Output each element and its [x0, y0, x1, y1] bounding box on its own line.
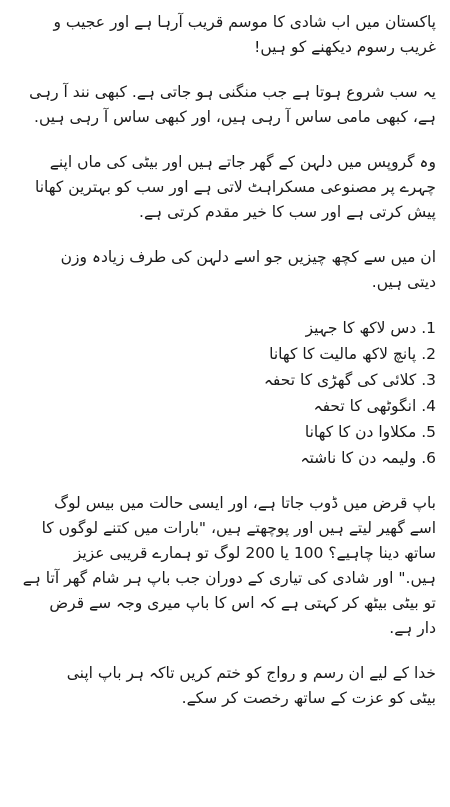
list-item-text: ولیمہ دن کا ناشتہ [300, 449, 417, 467]
list-item [14, 445, 436, 471]
text-line: ان میں سے کچھ چیزیں جو اسے دلہن کی طرف زیادہ وزن [60, 248, 436, 266]
list-item [14, 367, 436, 393]
list-item [14, 419, 436, 445]
list-item-number: 6. [421, 449, 436, 467]
list-item-text: کلائی کی گھڑی کا تحفہ [263, 371, 417, 389]
debt-paragraph [14, 491, 436, 641]
text-line: دار ہے. [389, 619, 436, 637]
list-item-text: انگوٹھی کا تحفہ [313, 397, 417, 415]
text-line: دیتی ہیں. [371, 273, 436, 291]
text-line: اسے گھیر لیتے ہیں اور پوچھتے ہیں، "بارات میں کتنے لوگوں کا [41, 519, 436, 537]
text-line: باپ قرض میں ڈوب جاتا ہے، اور ایسی حالت میں بیس لوگ [54, 494, 436, 512]
list-item-text: مکلاوا دن کا کھانا [304, 423, 417, 441]
demands-intro-paragraph [14, 245, 436, 295]
text-line: ہیں." اور شادی کی تیاری کے دوران جب باپ ہر شام گھر آتا ہے [22, 569, 436, 587]
list-item [14, 393, 436, 419]
text-line: ساتھ دینا چاہیے؟ 100 یا 200 لوگ تو ہمارے قریبی عزیز [73, 544, 436, 562]
list-item-number: 4. [421, 397, 436, 415]
text-line: پیش کرتی ہے اور سب کا خیر مقدم کرتی ہے. [139, 203, 436, 221]
text-line: وہ گروپس میں دلہن کے گھر جاتے ہیں اور بیٹی کی ماں اپنے [49, 153, 436, 171]
list-item-number: 1. [421, 319, 436, 337]
text-line: خدا کے لیے ان رسم و رواج کو ختم کریں تاکہ ہر باپ اپنی [66, 664, 436, 682]
text-line: غریب رسوم دیکھنے کو ہیں! [254, 38, 436, 56]
closing-paragraph [14, 661, 436, 711]
demands-list [14, 315, 436, 471]
visit-paragraph [14, 150, 436, 225]
list-item [14, 341, 436, 367]
list-item-text: دس لاکھ کا جہیز [305, 319, 417, 337]
list-item [14, 315, 436, 341]
text-line: ہے، کبھی مامی ساس آ رہی ہیں، اور کبھی ساس آ رہی ہیں. [34, 108, 436, 126]
text-line: چہرے پر مصنوعی مسکراہٹ لاتی ہے اور سب کو بہترین کھانا [34, 178, 436, 196]
text-line: بیٹی کو عزت کے ساتھ رخصت کر سکے. [181, 689, 436, 707]
list-item-text: پانچ لاکھ مالیت کا کھانا [269, 345, 417, 363]
list-item-number: 3. [421, 371, 436, 389]
text-line: تو بیٹی بیٹھ کر کہتی ہے کہ اس کا باپ میری وجہ سے قرض [49, 594, 436, 612]
intro-paragraph [14, 10, 436, 60]
text-line: پاکستان میں اب شادی کا موسم قریب آرہا ہے اور عجیب و [53, 13, 436, 31]
list-item-number: 2. [421, 345, 436, 363]
list-item-number: 5. [421, 423, 436, 441]
text-line: یہ سب شروع ہوتا ہے جب منگنی ہو جاتی ہے. کبھی نند آ رہی [29, 83, 436, 101]
engagement-paragraph [14, 80, 436, 130]
